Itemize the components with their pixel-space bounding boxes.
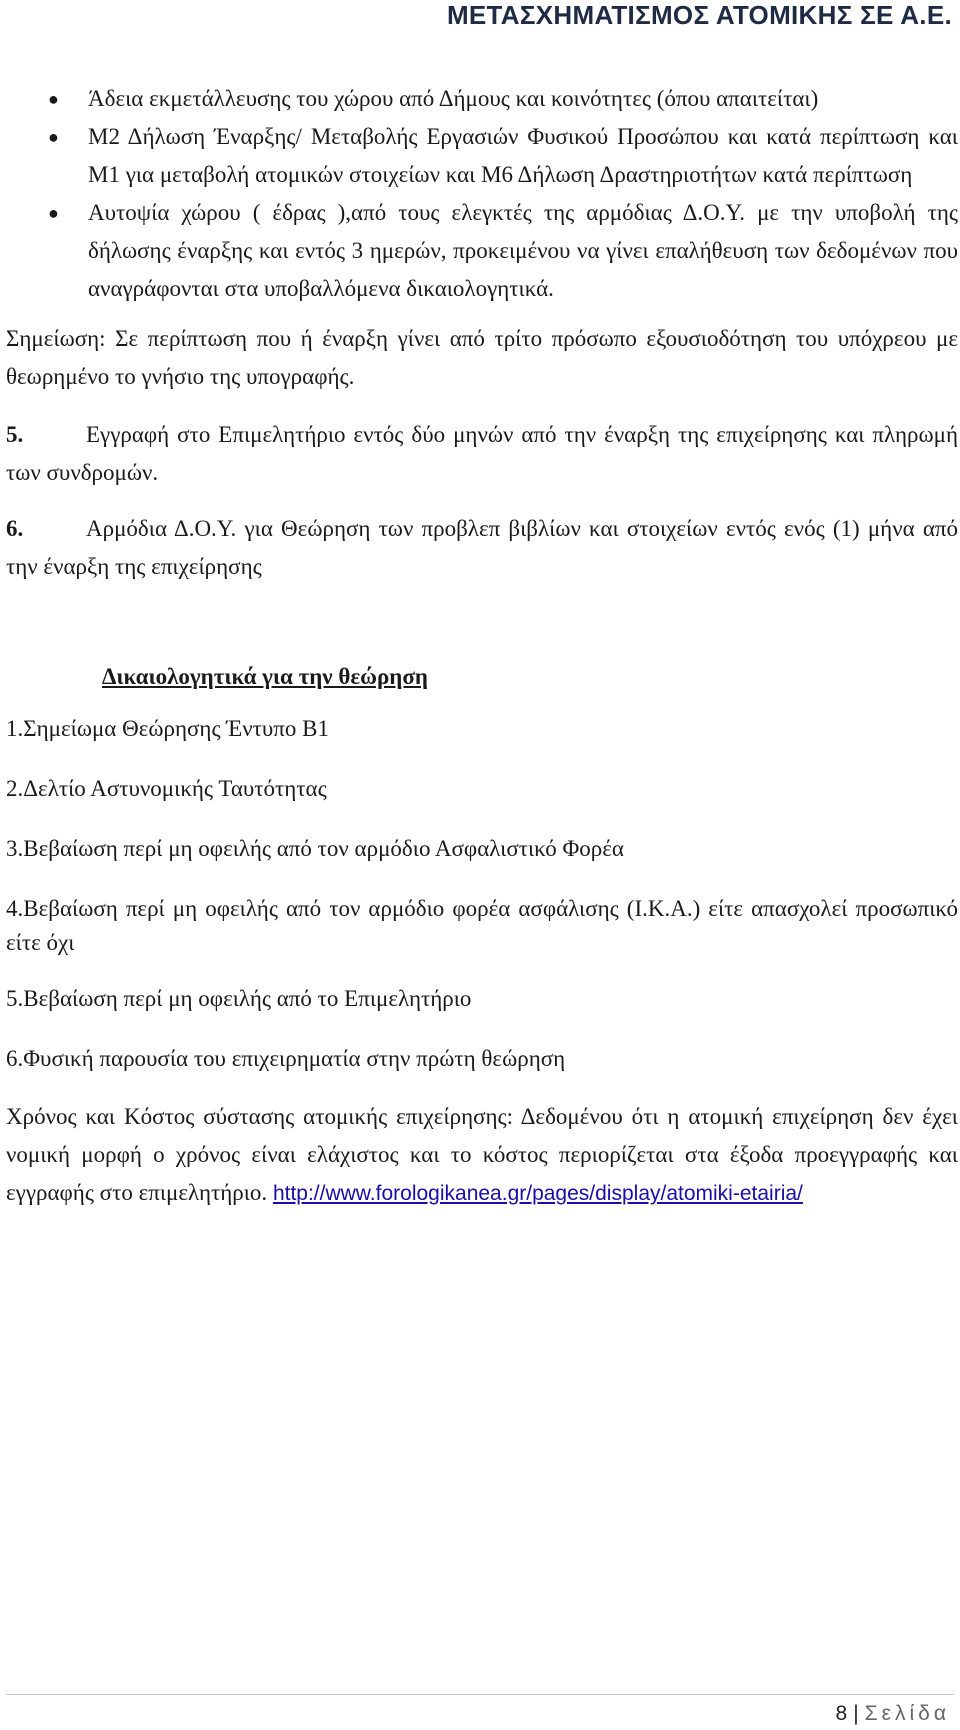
numbered-item-6	[6, 510, 958, 586]
page-label: Σελίδα	[864, 1702, 950, 1725]
bullet-list	[6, 80, 958, 308]
bullet-dot-icon: ●	[48, 89, 59, 109]
requirements-heading: Δικαιολογητικά για την θεώρηση	[102, 664, 428, 689]
requirement-item: 1.Σημείωμα Θεώρησης Έντυπο Β1	[6, 716, 329, 741]
bullet-item	[6, 80, 958, 118]
page-header-title: ΜΕΤΑΣΧΗΜΑΤΙΣΜΟΣ ΑΤΟΜΙΚΗΣ ΣΕ Α.Ε.	[446, 0, 952, 30]
requirement-item: 2.Δελτίο Αστυνομικής Ταυτότητας	[6, 776, 327, 801]
bullet-dot-icon: ●	[48, 203, 59, 223]
note-paragraph: Σημείωση: Σε περίπτωση που ή έναρξη γίνει από τρίτο πρόσωπο εξουσιοδότηση του υπόχρεου με θεωρημένο το γνήσιο της υπογραφής.	[6, 326, 958, 389]
item-number: 6.	[6, 516, 24, 541]
bullet-item	[6, 194, 958, 308]
source-link[interactable]: http://www.forologikanea.gr/pages/display/atomiki-etairia/	[272, 1182, 803, 1205]
item-text: Εγγραφή στο Επιμελητήριο εντός δύο μηνών από την έναρξη της επιχείρησης και πληρωμή των συνδρομών.	[6, 422, 958, 485]
requirement-item: 6.Φυσική παρουσία του επιχειρηματία στην πρώτη θεώρηση	[6, 1046, 566, 1071]
bullet-text: Αυτοψία χώρου ( έδρας ),από τους ελεγκτές της αρμόδιας Δ.Ο.Υ. με την υποβολή της δήλωσης έναρξης και εντός 3 ημερών, προκειμένου να γίνει επαλήθευση των δεδομένων που αναγράφονται στα υποβαλλόμενα δικαιολογητικά.	[88, 200, 958, 301]
numbered-item-5	[6, 416, 958, 492]
page-number: 8	[835, 1702, 848, 1725]
bullet-item	[6, 118, 958, 194]
page-footer	[836, 1700, 951, 1728]
requirement-item: 5.Βεβαίωση περί μη οφειλής από το Επιμελητήριο	[6, 986, 472, 1011]
footer-separator: |	[853, 1702, 859, 1725]
document-body	[6, 80, 958, 1213]
bullet-text: Άδεια εκμετάλλευσης του χώρου από Δήμους και κοινότητες (όπου απαιτείται)	[88, 86, 819, 111]
requirement-item: 4.Βεβαίωση περί μη οφειλής από τον αρμόδιο φορέα ασφάλισης (Ι.Κ.Α.) είτε απασχολεί προσωπικό είτε όχι	[6, 896, 958, 955]
bullet-dot-icon: ●	[48, 127, 59, 147]
bullet-text: Μ2 Δήλωση Έναρξης/ Μεταβολής Εργασιών Φυσικού Προσώπου και κατά περίπτωση και Μ1 για μεταβολή ατομικών στοιχείων και Μ6 Δήλωση Δραστηριοτήτων κατά περίπτωση	[88, 124, 958, 187]
requirement-item: 3.Βεβαίωση περί μη οφειλής από τον αρμόδιο Ασφαλιστικό Φορέα	[6, 836, 624, 861]
footer-divider	[6, 1694, 954, 1695]
closing-paragraph	[6, 1098, 958, 1213]
closing-text: Χρόνος και Κόστος σύστασης ατομικής επιχείρησης: Δεδομένου ότι η ατομική επιχείρηση δεν έχει νομική μορφή ο χρόνος είναι ελάχιστος και το κόστος περιορίζεται στα έξοδα προεγγραφής και εγγραφής στο επιμελητήριο.	[6, 1104, 958, 1205]
item-number: 5.	[6, 422, 24, 447]
item-text: Αρμόδια Δ.Ο.Υ. για Θεώρηση των προβλεπ βιβλίων και στοιχείων εντός ενός (1) μήνα από την έναρξη της επιχείρησης	[6, 516, 958, 579]
